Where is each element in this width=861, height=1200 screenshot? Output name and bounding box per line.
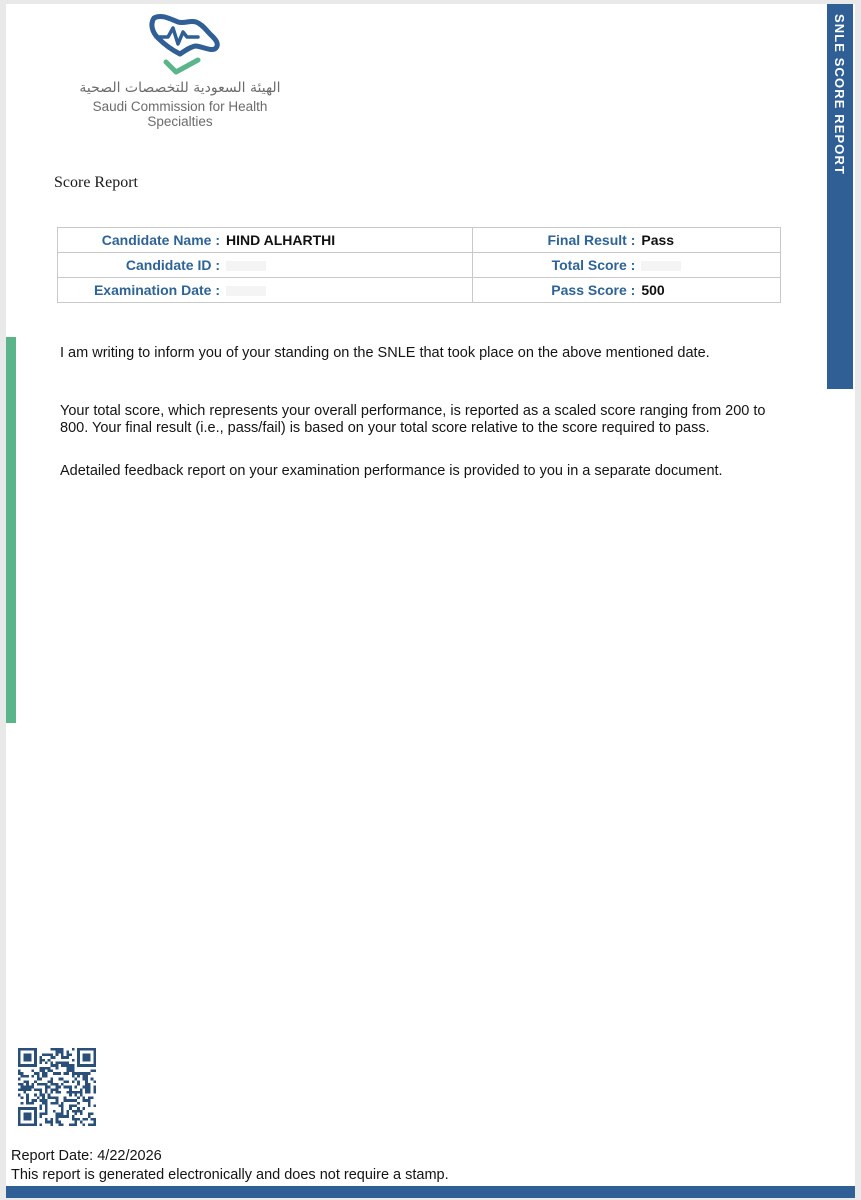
examination-date-label: Examination Date : bbox=[93, 282, 220, 298]
final-result-label: Final Result : bbox=[547, 232, 636, 248]
redacted-field bbox=[641, 261, 681, 271]
redacted-field bbox=[226, 286, 266, 296]
document-title: Score Report bbox=[54, 174, 138, 191]
table-cell bbox=[58, 253, 473, 278]
candidate-name-value: HIND ALHARTHI bbox=[226, 232, 336, 248]
report-date: Report Date: 4/22/2026 bbox=[11, 1148, 162, 1164]
logo-arabic-name: الهيئة السعودية للتخصصات الصحية bbox=[79, 80, 281, 96]
table-cell bbox=[473, 228, 781, 253]
redacted-field bbox=[226, 261, 266, 271]
candidate-id-label: Candidate ID : bbox=[125, 257, 220, 273]
accent-bar bbox=[6, 337, 16, 723]
paragraph-score-explanation: Your total score, which represents your overall performance, is reported as a scaled score ranging from 200 to 800. Your final result (i.e., pass/fail) is based on your total score relative to the score required to pass. bbox=[60, 403, 766, 436]
qr-code-icon bbox=[18, 1048, 96, 1126]
electronic-report-note: This report is generated electronically and does not require a stamp. bbox=[11, 1167, 449, 1183]
candidate-info-table bbox=[57, 227, 781, 303]
bottom-bar bbox=[6, 1186, 855, 1198]
paragraph-feedback: Adetailed feedback report on your examination performance is provided to you in a separate document. bbox=[60, 463, 723, 479]
scfhs-logo-icon bbox=[140, 10, 222, 80]
table-row bbox=[58, 253, 781, 278]
table-row bbox=[58, 228, 781, 253]
total-score-label: Total Score : bbox=[551, 257, 636, 273]
final-result-value: Pass bbox=[641, 232, 675, 248]
side-banner-text: SNLE SCORE REPORT bbox=[832, 14, 847, 175]
table-cell bbox=[58, 228, 473, 253]
table-cell bbox=[473, 278, 781, 303]
table-cell bbox=[58, 278, 473, 303]
pass-score-value: 500 bbox=[641, 282, 665, 298]
table-cell bbox=[473, 253, 781, 278]
pass-score-label: Pass Score : bbox=[551, 282, 636, 298]
paragraph-standing: I am writing to inform you of your standing on the SNLE that took place on the above mentioned date. bbox=[60, 345, 710, 361]
table-row bbox=[58, 278, 781, 303]
candidate-name-label: Candidate Name : bbox=[101, 232, 220, 248]
logo-english-name: Saudi Commission for Health Specialties bbox=[92, 99, 268, 129]
